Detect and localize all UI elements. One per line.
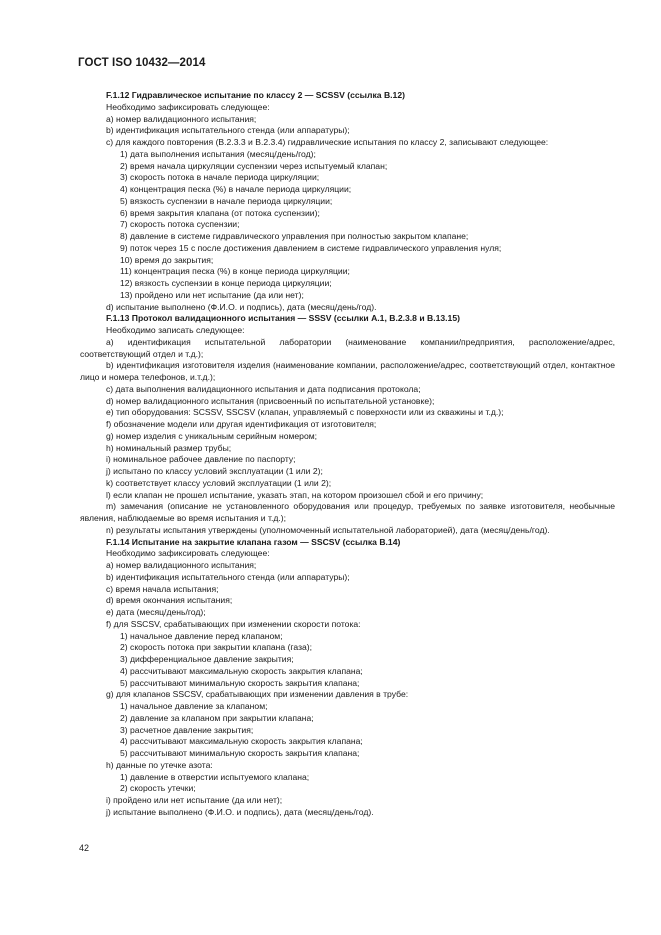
sub-list-item: 2) скорость утечки; [120,783,196,794]
section-heading: F.1.12 Гидравлическое испытание по классу 2 — SCSSV (ссылка В.12) [106,90,405,100]
list-item: k) соответствует классу условий эксплуатации (1 или 2); [106,477,332,488]
section-heading: F.1.13 Протокол валидационного испытания — SSSV (ссылки А.1, В.2.3.8 и В.13.15) [106,313,460,324]
sub-list-item: 3) скорость потока в начале периода циркуляции; [120,172,320,183]
list-item: j) испытано по классу условий эксплуатации (1 или 2); [106,466,323,476]
sub-list-item: 1) начальное давление за клапаном; [120,701,268,711]
list-item: Необходимо зафиксировать следующее: [106,548,270,559]
list-item: f) обозначение модели или другая идентификация от изготовителя; [106,419,377,429]
list-item: b) идентификация изготовителя изделия (наименование компании, расположение/адрес, соответствующий отдел, контактное лицо и номера телефонов, и.т.д.); [80,360,615,382]
list-item: c) время начала испытания; [106,583,219,594]
list-item: h) данные по утечке азота: [106,759,213,770]
sub-list-item: 2) время начала циркуляции суспензии через испытуемый клапан; [120,160,388,171]
list-item: g) номер изделия с уникальным серийным номером; [106,430,318,441]
list-item: l) если клапан не прошел испытание, указать этап, на котором произошел сбой и его причину; [106,489,484,500]
sub-list-item: 5) рассчитывают минимальную скорость закрытия клапана; [120,748,360,758]
list-item: c) для каждого повторения (В.2.3.3 и В.2.3.4) гидравлические испытания по классу 2, записывают следующее: [106,137,549,147]
sub-list-item: 9) поток через 15 с после достижения давлением в системе гидравлического управления нуля; [120,242,502,253]
sub-list-item: 11) концентрация песка (%) в конце периода циркуляции; [120,266,350,277]
page-number: 42 [79,843,90,853]
sub-list-item: 3) расчетное давление закрытия; [120,724,254,735]
sub-list-item: 7) скорость потока суспензии; [120,219,240,230]
list-item: c) дата выполнения валидационного испытания и дата подписания протокола; [106,383,421,394]
list-item: b) идентификация испытательного стенда (или аппаратуры); [106,125,350,136]
document-header: ГОСТ ISO 10432—2014 [78,57,206,69]
list-item: a) номер валидационного испытания; [106,113,257,124]
sub-list-item: 4) рассчитывают максимальную скорость закрытия клапана; [120,736,363,747]
list-item: e) дата (месяц/день/год); [106,607,206,617]
list-item: d) испытание выполнено (Ф.И.О. и подпись), дата (месяц/день/год). [106,301,377,312]
document-body [80,90,615,819]
sub-list-item: 4) рассчитывают максимальную скорость закрытия клапана; [120,665,363,676]
list-item: a) номер валидационного испытания; [106,560,257,570]
list-item: n) результаты испытания утверждены (уполномоченный испытательной лабораторией), дата (месяц/день/год). [106,524,550,535]
list-item: m) замечания (описание не установленного оборудования или процедур, требуемых по заявке изготовителя, необычные явления, наблюдаемые во время испытания и т.д.); [80,501,615,523]
list-item: j) испытание выполнено (Ф.И.О. и подпись), дата (месяц/день/год). [106,806,374,817]
list-item: h) номинальный размер трубы; [106,442,232,453]
sub-list-item: 13) пройдено или нет испытание (да или нет); [120,289,304,300]
list-item: e) тип оборудования: SCSSV, SSCSV (клапан, управляемый с поверхности или из скважины и т.д.); [106,407,504,418]
sub-list-item: 8) давление в системе гидравлического управления при полностью закрытом клапане; [120,231,469,241]
sub-list-item: 5) вязкость суспензии в начале периода циркуляции; [120,195,333,206]
list-item: a) идентификация испытательной лаборатории (наименование компании/предприятия, расположение/адрес, соответствующий отдел и т.д.); [80,336,615,359]
sub-list-item: 1) начальное давление перед клапаном; [120,630,283,641]
sub-list-item: 5) рассчитывают минимальную скорость закрытия клапана; [120,677,360,688]
sub-list-item: 2) скорость потока при закрытии клапана (газа); [120,642,313,653]
list-item: d) время окончания испытания; [106,595,233,606]
sub-list-item: 3) дифференциальное давление закрытия; [120,654,294,664]
sub-list-item: 12) вязкость суспензии в конце периода циркуляции; [120,278,332,288]
list-item: b) идентификация испытательного стенда (или аппаратуры); [106,571,350,582]
list-item: f) для SSCSV, срабатывающих при изменении скорости потока: [106,618,361,629]
sub-list-item: 6) время закрытия клапана (от потока суспензии); [120,207,320,218]
section-heading: F.1.14 Испытание на закрытие клапана газом — SSCSV (ссылка В.14) [106,536,401,547]
list-item: g) для клапанов SSCSV, срабатывающих при изменении давления в трубе: [106,689,409,700]
list-item: i) пройдено или нет испытание (да или нет); [106,795,283,805]
list-item: Необходимо записать следующее: [106,325,245,335]
sub-list-item: 4) концентрация песка (%) в начале периода циркуляции; [120,184,352,194]
sub-list-item: 1) дата выполнения испытания (месяц/день/год); [120,148,316,159]
list-item: Необходимо зафиксировать следующее: [106,101,270,112]
list-item: i) номинальное рабочее давление по паспорту; [106,454,296,465]
list-item: d) номер валидационного испытания (присвоенный по испытательной установке); [106,395,435,406]
sub-list-item: 10) время до закрытия; [120,254,214,265]
sub-list-item: 1) давление в отверстии испытуемого клапана; [120,771,310,782]
sub-list-item: 2) давление за клапаном при закрытии клапана; [120,712,314,723]
